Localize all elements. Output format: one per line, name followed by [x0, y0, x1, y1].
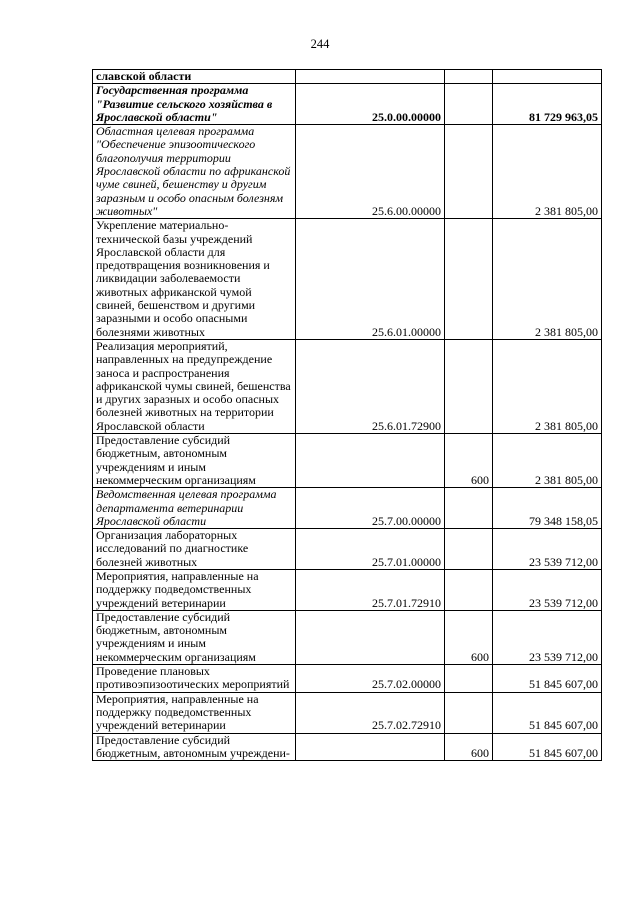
- row-name-cell: Мероприятия, направленные на поддержку подведомственных учреждений ветеринарии: [93, 692, 296, 733]
- table-row: [93, 529, 602, 570]
- row-expense-type-cell: [445, 125, 493, 219]
- row-amount-cell: 51 845 607,00: [493, 733, 602, 761]
- row-code-cell: [296, 610, 445, 664]
- row-code-cell: 25.7.01.00000: [296, 529, 445, 570]
- row-code-cell: 25.0.00.00000: [296, 84, 445, 125]
- row-expense-type-cell: [445, 339, 493, 433]
- row-amount-cell: 23 539 712,00: [493, 529, 602, 570]
- row-name-cell: Проведение плановых противоэпизоотических мероприятий: [93, 665, 296, 693]
- row-code-cell: 25.6.01.72900: [296, 339, 445, 433]
- row-amount-cell: 2 381 805,00: [493, 125, 602, 219]
- table-row: [93, 665, 602, 693]
- row-code-cell: 25.6.01.00000: [296, 219, 445, 340]
- row-expense-type-cell: [445, 569, 493, 610]
- page-number: 244: [310, 37, 330, 51]
- row-code-cell: [296, 733, 445, 761]
- row-expense-type-cell: 600: [445, 610, 493, 664]
- row-expense-type-cell: [445, 665, 493, 693]
- row-name-cell: Областная целевая программа "Обеспечение эпизоотического благополучия территории Ярославской области по африканской чуме свиней, бешенству и другим заразным и особо опасным болезням животных": [93, 125, 296, 219]
- row-code-cell: 25.7.00.00000: [296, 488, 445, 529]
- row-amount-cell: 23 539 712,00: [493, 610, 602, 664]
- table-row: [93, 569, 602, 610]
- row-expense-type-cell: [445, 529, 493, 570]
- row-name-cell: славской области: [93, 70, 296, 84]
- row-amount-cell: [493, 70, 602, 84]
- row-name-cell: Укрепление материально-технической базы учреждений Ярославской области для предотвращения возникновения и ликвидации заболеваемости животных африканской чумой свиней, бешенством и другими заразными и особо опасными болезнями животных: [93, 219, 296, 340]
- row-code-cell: [296, 434, 445, 488]
- row-code-cell: [296, 70, 445, 84]
- row-name-cell: Предоставление субсидий бюджетным, автономным учреждени-: [93, 733, 296, 761]
- row-amount-cell: 81 729 963,05: [493, 84, 602, 125]
- row-code-cell: 25.7.02.00000: [296, 665, 445, 693]
- row-expense-type-cell: [445, 219, 493, 340]
- table-row: [93, 70, 602, 84]
- budget-table: [92, 69, 602, 761]
- row-name-cell: Реализация мероприятий, направленных на предупреждение заноса и распространения африканской чумы свиней, бешенства и других заразных и особо опасных болезней животных на территории Ярославской области: [93, 339, 296, 433]
- table-row: [93, 125, 602, 219]
- table-row: [93, 610, 602, 664]
- row-expense-type-cell: [445, 488, 493, 529]
- row-amount-cell: 2 381 805,00: [493, 219, 602, 340]
- table-row: [93, 339, 602, 433]
- row-code-cell: 25.7.01.72910: [296, 569, 445, 610]
- row-amount-cell: 2 381 805,00: [493, 339, 602, 433]
- row-expense-type-cell: 600: [445, 733, 493, 761]
- row-amount-cell: 23 539 712,00: [493, 569, 602, 610]
- row-name-cell: Предоставление субсидий бюджетным, автономным учреждениям и иным некоммерческим организациям: [93, 434, 296, 488]
- table-row: [93, 434, 602, 488]
- budget-table-body: [93, 70, 602, 761]
- row-name-cell: Ведомственная целевая программа департамента ветеринарии Ярославской области: [93, 488, 296, 529]
- table-row: [93, 488, 602, 529]
- row-expense-type-cell: [445, 692, 493, 733]
- row-expense-type-cell: [445, 84, 493, 125]
- table-row: [93, 84, 602, 125]
- row-code-cell: 25.7.02.72910: [296, 692, 445, 733]
- table-row: [93, 692, 602, 733]
- row-expense-type-cell: 600: [445, 434, 493, 488]
- table-row: [93, 219, 602, 340]
- table-row: [93, 733, 602, 761]
- row-name-cell: Мероприятия, направленные на поддержку подведомственных учреждений ветеринарии: [93, 569, 296, 610]
- row-name-cell: Предоставление субсидий бюджетным, автономным учреждениям и иным некоммерческим организациям: [93, 610, 296, 664]
- row-amount-cell: 79 348 158,05: [493, 488, 602, 529]
- row-name-cell: Государственная программа "Развитие сельского хозяйства в Ярославской области": [93, 84, 296, 125]
- row-name-cell: Организация лабораторных исследований по диагностике болезней животных: [93, 529, 296, 570]
- row-expense-type-cell: [445, 70, 493, 84]
- row-amount-cell: 51 845 607,00: [493, 665, 602, 693]
- row-amount-cell: 51 845 607,00: [493, 692, 602, 733]
- row-code-cell: 25.6.00.00000: [296, 125, 445, 219]
- row-amount-cell: 2 381 805,00: [493, 434, 602, 488]
